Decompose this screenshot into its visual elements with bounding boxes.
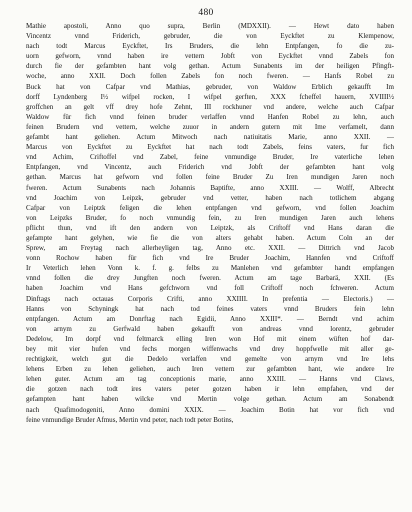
text-line: bey mit vier hufen vnd fechs morgen wiffenwachs vnd drey hoppfwelle mit aller ge- — [26, 345, 394, 353]
text-line: vnd Joachim von Leipzk, gebruder vnd vetter, haben nach totlichem abgang — [26, 193, 394, 202]
text-line: pflicht thun, vnd ift den andern von Leiptzk, als Criftoff vnd Hans daran die — [26, 223, 394, 232]
text-line: uorn gefworn, vnnd haben ire vettern Jobft von Eyckftet vnnd Zabels fon — [26, 52, 394, 61]
text-line: vnnd follen die drey Jungften noch fweren. Actum am tage Barbarä, XXII. (Es — [26, 274, 394, 283]
text-line: gefambt hant geliehen. Actum Mitwoch nach natiuitatis Marie, anno XXII. — — [26, 133, 394, 142]
text-line: Hanns von Schyningk hat nach tod feines vaters vnnd Bruders fein lehn — [26, 304, 394, 313]
text-line: rechtigkeit, welch gut die Dedelo verlaffen vnd gemelte von arnym vnd Ire lehs — [26, 355, 394, 364]
text-line: feinen Brudern vnd vettern, welche zuuor in andern gutern mit Ime verfamelt, dann — [26, 122, 394, 131]
text-line: Ir Veterlich lehen Vonn k. f. g. felbs zu Manlehen vnd gefambter handt empfangen — [26, 264, 394, 273]
text-line: Waldow für fich vnnd feinen bruder verlaffen vnnd Hanfen Robel zu lehn, auch — [26, 112, 394, 121]
text-line: vnd Achim, Criftoffel vnd Zabel, feine vnmundige Bruder, Ire vaterliche lehen — [26, 153, 394, 162]
text-line: groffchen an gelt vff drey hofe Zehnt, III rockhuner vnd andere, welche auch Cafpar — [26, 102, 394, 111]
text-line: fweren. Actum Sunabents nach Johannis Baptifte, anno XXIII. — Wolff, Albrecht — [26, 183, 394, 192]
text-line: woche, anno XXII. Doch follen Zabels fon noch fweren. — Hanfs Robel zu — [26, 72, 394, 81]
text-line: Mathie apostoli, Anno quo supra, Berlin (MDXXII). — Hewt dato haben — [26, 22, 394, 30]
text-line: Sprew, am Freytag nach allerheyligen tag, Anno etc. XXII. — Dittrich vnd Jacob — [26, 244, 394, 253]
text-line: nach Quafimodogeniti, Anno domini XXIX. — Joachim Botin hat vor fich vnd — [26, 405, 394, 414]
body-text — [26, 21, 394, 425]
text-line: Entpfangen, vnd Vincentz, auch Friderich vnd Jobft der gefambten hant volg — [26, 163, 394, 172]
text-line: Dedelow, Im dorpf vnd feltmarck elling Iren won Hof mit einem wüften hof dar- — [26, 334, 394, 343]
text-line: von Leipzks Bruder, fo noch vnmundig fein, zu Iren mundigen Jaren auch lehens — [26, 213, 394, 222]
text-line: lehen guter. Actum am tag conceptionis marie, anno XXIII. — Hanns vnd Claws, — [26, 375, 394, 384]
text-line: Cafpar von Leiptzk feligen die lehen entpfangen vnd gefworn, vnd follen Joachim — [26, 203, 394, 212]
text-line: Dinftags nach octauas Corporis Crifti, anno XXIIII. In prefentia — Electoris.) — — [26, 294, 394, 303]
text-line: von arnym zu Gerfwald haben gekaufft von andreas vnnd lorentz, gebruder — [26, 324, 394, 333]
text-line: dorff Lyndenberg I½ wifpel rocken, I wifpel gerften, XXX fcheffel hauern, XVIIII½ — [26, 92, 394, 101]
text-line: vonn Rochow haben für fich vnd Ire Bruder Joachim, Hannfen vnd Criftoff — [26, 254, 394, 263]
text-line: haben Joachim vnd Hans gefchworn vnd foll Criftoff noch fchweren. Actum — [26, 284, 394, 293]
text-line: Vincentz vnnd Friderich, gebruder, die von Eyckftet zu Klempenow, — [26, 32, 394, 41]
text-line: feine vnmundige Bruder Afmus, Mertin vnd peter, nach todt peter Botins, — [26, 415, 234, 424]
text-line: gethan. Marcus hat gefworn vnd follen feine Bruder Zu Iren mundigen Jaren noch — [26, 173, 394, 182]
text-line: entpfangen. Actum am Donrftag nach Egidii, Anno XXIII*. — Berndt vnd achim — [26, 314, 394, 323]
page-number: 480 — [198, 8, 214, 18]
text-line: lehens Erben zu lehen geliehen, auch Iren vettern zur gefambten hant, wie andere Ire — [26, 365, 394, 374]
text-line: durch fie der gefambten hant volg gethan. Actum Sunabents im der heiligen Pfingft- — [26, 62, 394, 71]
text-line: die gotzen nach todt ires vaters peter gotzen haben ir lehn empfahen, vnd der — [26, 385, 394, 394]
text-line: Marcus von Eyckftet zu Eyckftet hat nach todt Zabels, feins vaters, fur fich — [26, 143, 394, 152]
text-line: gefampte hant gelyhen, wie fie die von alters gehabt haben. Actum Coln an der — [26, 233, 394, 242]
text-line: Buck hat von Cafpar vnd Mathias, gebruder, von Waldow Erblich gekaufft Im — [26, 82, 394, 91]
text-line: nach todt Marcus Eyckftet, Irs Bruders, die lehn Entpfangen, fo die zu- — [26, 42, 394, 51]
text-line: gefampten hant haben wilcke vnd Mertin volge gethan. Actum am Sonabendt — [26, 395, 394, 404]
